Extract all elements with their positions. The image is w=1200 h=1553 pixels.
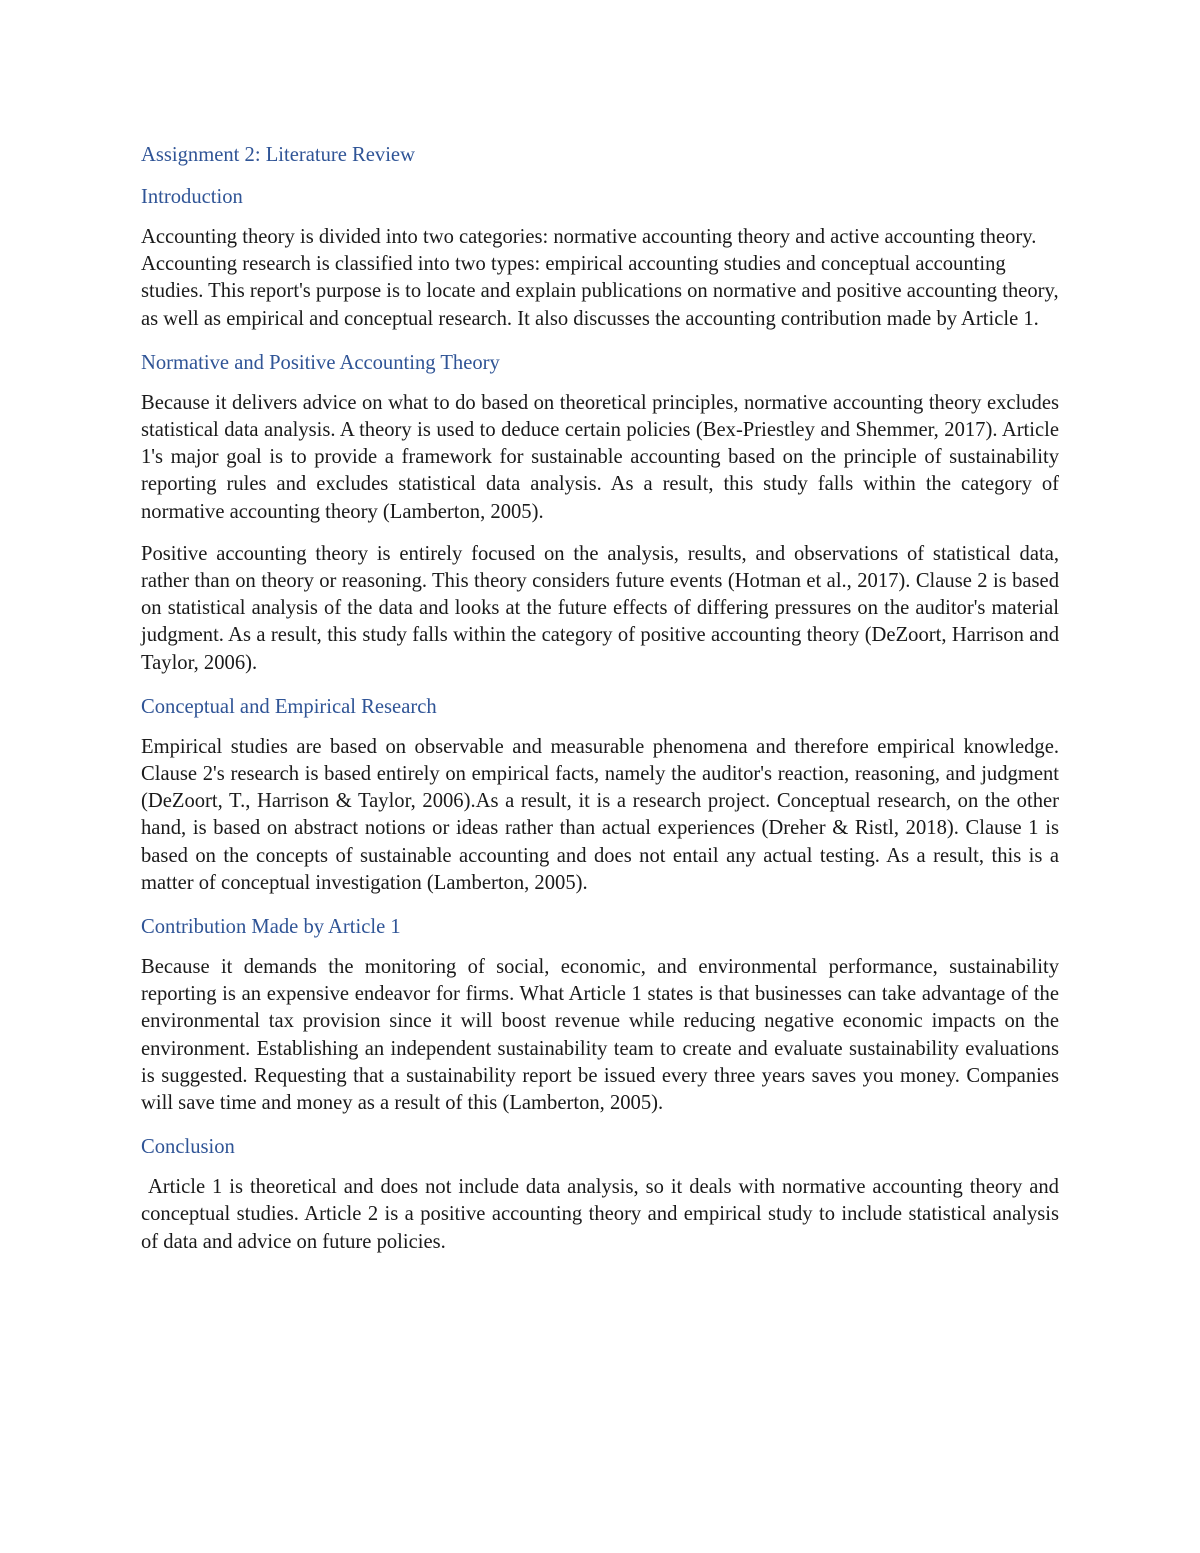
positive-theory-paragraph: Positive accounting theory is entirely focused on the analysis, results, and observations of statistical data, rather than on theory or reasoning. This theory considers future events (Hotman et al., 2017). Clause 2 is based on statistical analysis of the data and looks at the future effects of differing pressures on the auditor's material judgment. As a result, this study falls within the category of positive accounting theory (DeZoort, Harrison and Taylor, 2006). [141, 542, 1059, 674]
document-title: Assignment 2: Literature Review [141, 144, 415, 166]
contribution-paragraph: Because it demands the monitoring of social, economic, and environmental performance, sustainability reporting is an expensive endeavor for firms. What Article 1 states is that businesses can take advantage of the environmental tax provision since it will boost revenue while reducing negative economic impacts on the environment. Establishing an independent sustainability team to create and evaluate sustainability evaluations is suggested. Requesting that a sustainability report be issued every three years saves you money. Companies will save time and money as a result of this (Lamberton, 2005). [141, 956, 1059, 1115]
conceptual-empirical-paragraph: Empirical studies are based on observable and measurable phenomena and therefore empirical knowledge. Clause 2's research is based entirely on empirical facts, namely the auditor's reaction, reasoning, and judgment (DeZoort, T., Harrison & Taylor, 2006).As a result, it is a research project. Conceptual research, on the other hand, is based on abstract notions or ideas rather than actual experiences (Dreher & Ristl, 2018). Clause 1 is based on the concepts of sustainable accounting and does not entail any actual testing. As a result, this is a matter of conceptual investigation (Lamberton, 2005). [141, 735, 1059, 894]
conclusion-paragraph: Article 1 is theoretical and does not include data analysis, so it deals with normative accounting theory and conceptual studies. Article 2 is a positive accounting theory and empirical study to include statistical analysis of data and advice on future policies. [141, 1176, 1065, 1253]
section-heading-conclusion: Conclusion [141, 1136, 235, 1159]
section-heading-contribution: Contribution Made by Article 1 [141, 916, 401, 939]
document-body [141, 140, 1065, 1271]
section-heading-introduction: Introduction [141, 186, 243, 208]
section-heading-normative-positive: Normative and Positive Accounting Theory [141, 351, 500, 374]
normative-theory-paragraph: Because it delivers advice on what to do based on theoretical principles, normative accounting theory excludes statistical data analysis. A theory is used to deduce certain policies (Bex-Priestley and Shemmer, 2017). Article 1's major goal is to provide a framework for sustainable accounting based on the principle of sustainability reporting rules and excludes statistical data analysis. As a result, this study falls within the category of normative accounting theory (Lamberton, 2005). [141, 391, 1059, 523]
introduction-paragraph: Accounting theory is divided into two categories: normative accounting theory and active accounting theory. Accounting research is classified into two types: empirical accounting studies and conceptual accounting studies. This report's purpose is to locate and explain publications on normative and positive accounting theory, as well as empirical and conceptual research. It also discusses the accounting contribution made by Article 1. [141, 226, 1059, 330]
section-heading-conceptual-empirical: Conceptual and Empirical Research [141, 695, 437, 718]
